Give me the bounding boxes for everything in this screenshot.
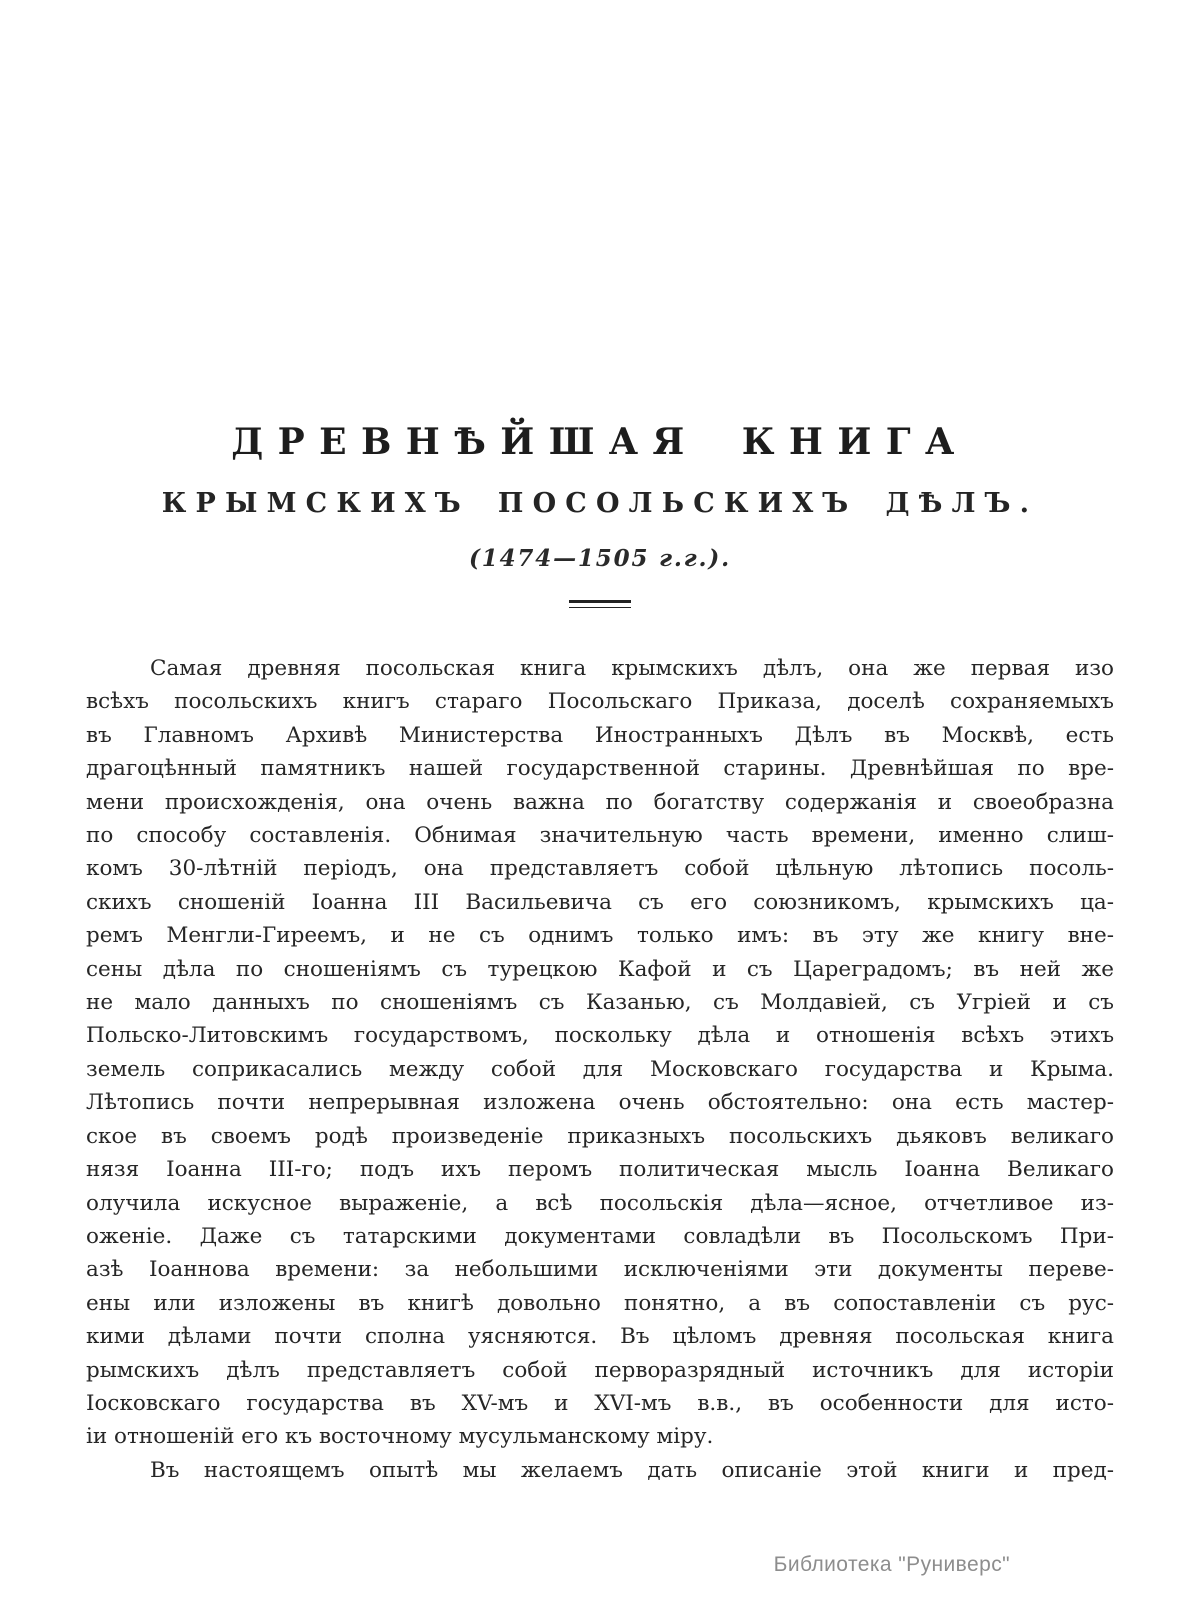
text-line: Іосковскаго государства въ XV-мъ и XVI-мъ в.в., въ особенности для исто- <box>86 1390 1114 1416</box>
text-line: скихъ сношеній Іоанна III Васильевича съ его союзникомъ, крымскихъ ца- <box>86 889 1114 915</box>
text-line: рымскихъ дѣлъ представляетъ собой перворазрядный источникъ для исторіи <box>86 1357 1114 1383</box>
text-line: оженіе. Даже съ татарскими документами совладѣли въ Посольскомъ При- <box>86 1223 1114 1249</box>
paragraph <box>86 652 1114 1454</box>
section-divider <box>569 600 631 608</box>
text-line: комъ 30-лѣтній періодъ, она представляетъ собой цѣльную лѣтопись посоль- <box>86 856 1114 882</box>
date-range: (1474—1505 г.г.). <box>469 545 731 572</box>
text-line: іи отношеній его къ восточному мусульманскому міру. <box>86 1424 714 1450</box>
text-line: кими дѣлами почти сполна уясняются. Въ цѣломъ древняя посольская книга <box>86 1324 1114 1350</box>
text-line: драгоцѣнный памятникъ нашей государственной старины. Древнѣйшая по вре- <box>86 756 1114 782</box>
body-text <box>86 652 1114 1487</box>
text-line: въ Главномъ Архивѣ Министерства Иностранныхъ Дѣлъ въ Москвѣ, есть <box>86 722 1114 748</box>
page-title: ДРЕВНѢЙШАЯ КНИГА <box>231 421 969 463</box>
paragraph <box>86 1454 1114 1487</box>
text-line: по способу составленія. Обнимая значительную часть времени, именно слиш- <box>86 823 1114 849</box>
text-line: Въ настоящемъ опытѣ мы желаемъ дать описаніе этой книги и пред- <box>150 1457 1114 1483</box>
text-line: ское въ своемъ родѣ произведеніе приказныхъ посольскихъ дьяковъ великаго <box>86 1123 1114 1149</box>
page-heading <box>0 0 1200 608</box>
text-line: Самая древняя посольская книга крымскихъ дѣлъ, она же первая изо <box>150 656 1114 681</box>
page-subtitle: КРЫМСКИХЪ ПОСОЛЬСКИХЪ ДѢЛЪ. <box>161 488 1039 519</box>
text-line: Польско-Литовскимъ государствомъ, поскольку дѣла и отношенія всѣхъ этихъ <box>86 1023 1114 1049</box>
text-line: Лѣтопись почти непрерывная изложена очень обстоятельно: она есть мастер- <box>86 1090 1114 1116</box>
text-line: всѣхъ посольскихъ книгъ стараго Посольскаго Приказа, доселѣ сохраняемыхъ <box>86 689 1114 715</box>
text-line: ены или изложены въ книгѣ довольно понятно, а въ сопоставленіи съ рус- <box>86 1290 1114 1316</box>
text-line: не мало данныхъ по сношеніямъ съ Казанью, съ Молдавіей, съ Угріей и съ <box>86 990 1114 1016</box>
text-line: ремъ Менгли-Гиреемъ, и не съ однимъ только имъ: въ эту же книгу вне- <box>86 923 1114 949</box>
text-line: нязя Іоанна III-го; подъ ихъ перомъ политическая мысль Іоанна Великаго <box>86 1157 1114 1183</box>
library-watermark: Библиотека "Руниверс" <box>773 1553 1010 1576</box>
text-line: земель соприкасались между собой для Московскаго государства и Крыма. <box>86 1056 1114 1082</box>
text-line: сены дѣла по сношеніямъ съ турецкою Кафой и съ Цареградомъ; въ ней же <box>86 956 1114 982</box>
text-line: мени происхожденія, она очень важна по богатству содержанія и своеобразна <box>86 789 1114 815</box>
text-line: олучила искусное выраженіе, а всѣ посольскія дѣла—ясное, отчетливое из- <box>86 1190 1114 1216</box>
text-line: азѣ Іоаннова времени: за небольшими исключеніями эти документы переве- <box>86 1257 1114 1283</box>
